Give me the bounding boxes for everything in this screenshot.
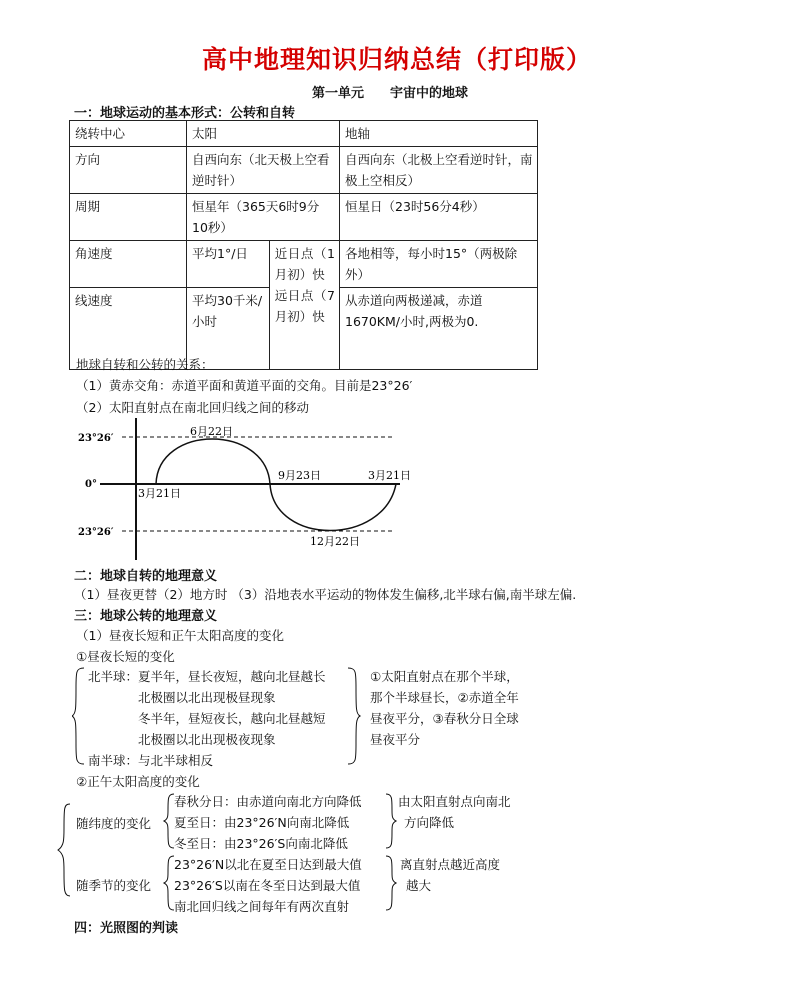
latitude-line3: 冬至日：由23°26′S向南北降低 xyxy=(174,836,348,851)
page-title: 高中地理知识归纳总结（打印版） xyxy=(201,45,592,74)
cell: 平均1°/日 xyxy=(187,241,270,288)
season-note1: 离直射点越近高度 xyxy=(400,857,501,872)
y-label-top: 23°26′ xyxy=(78,433,114,444)
row-label: 线速度 xyxy=(70,288,187,370)
relation-item-1: （1）黄赤交角：赤道平面和黄道平面的交角。目前是23°26′ xyxy=(76,378,413,393)
label-dec22: 12月22日 xyxy=(310,535,360,548)
y-label-mid: 0° xyxy=(85,479,97,490)
season-line3: 南北回归线之间每年有两次直射 xyxy=(174,899,350,914)
section2-heading: 二：地球自转的地理意义 xyxy=(74,569,218,584)
latitude-line1: 春秋分日：由赤道向南北方向降低 xyxy=(174,794,362,809)
cell-speed-note xyxy=(269,241,339,370)
cell: 各地相等，每小时15°（两极除外） xyxy=(340,241,538,288)
section3-sub1a: ①昼夜长短的变化 xyxy=(76,649,175,664)
label-sep23: 9月23日 xyxy=(278,469,321,482)
relation-item-2: （2）太阳直射点在南北回归线之间的移动 xyxy=(76,400,309,415)
unit-label: 第一单元 xyxy=(312,86,365,101)
north-hemi-line3: 冬半年，昼短夜长，越向北昼越短 xyxy=(138,711,326,726)
cell: 自西向东（北极上空看逆时针，南极上空相反） xyxy=(340,147,538,194)
subsolar-point-diagram xyxy=(70,414,430,562)
latitude-note1: 由太阳直射点向南北 xyxy=(398,794,511,809)
season-variation-label: 随季节的变化 xyxy=(76,878,152,893)
season-line1: 23°26′N以北在夏至日达到最大值 xyxy=(174,857,362,872)
left-brace xyxy=(72,668,84,764)
header-cell: 太阳 xyxy=(187,121,340,147)
table-row xyxy=(70,241,538,288)
day-length-note2: 那个半球昼长，②赤道全年 xyxy=(370,690,519,705)
latitude-variation-label: 随纬度的变化 xyxy=(76,816,152,831)
latitude-note2: 方向降低 xyxy=(404,815,455,830)
table-row xyxy=(70,147,538,194)
header-cell: 绕转中心 xyxy=(70,121,187,147)
right-brace xyxy=(348,668,360,764)
cell: 从赤道向两极递减，赤道1670KM/小时,两极为0. xyxy=(340,288,538,370)
outer-brace xyxy=(58,804,70,896)
unit-heading xyxy=(312,82,468,101)
latitude-brace-left xyxy=(164,794,174,848)
season-line2: 23°26′S以南在冬至日达到最大值 xyxy=(174,878,361,893)
season-brace-right xyxy=(386,856,396,910)
latitude-line2: 夏至日：由23°26′N向南北降低 xyxy=(174,815,350,830)
section1-heading: 一：地球运动的基本形式：公转和自转 xyxy=(74,106,296,121)
section2-text: （1）昼夜更替（2）地方时 （3）沿地表水平运动的物体发生偏移,北半球右偏,南半球左偏. xyxy=(74,587,577,602)
earth-motion-table xyxy=(69,120,538,370)
unit-name: 宇宙中的地球 xyxy=(390,86,469,101)
row-label: 方向 xyxy=(70,147,187,194)
cell: 恒星日（23时56分4秒） xyxy=(340,194,538,241)
day-length-note1: ①太阳直射点在那个半球， xyxy=(370,669,519,684)
label-jun22: 6月22日 xyxy=(190,425,233,438)
aphelion-note: 远日点（7月初）快 xyxy=(274,288,335,324)
perihelion-note: 近日点（1月初）快 xyxy=(274,246,335,282)
day-length-note3: 昼夜平分，③春秋分日全球 xyxy=(370,711,519,726)
y-label-bottom: 23°26′ xyxy=(78,527,114,538)
table-header-row xyxy=(70,121,538,147)
section3-sub1b: ②正午太阳高度的变化 xyxy=(76,774,200,789)
relation-title: 地球自转和公转的关系： xyxy=(76,357,214,372)
north-hemi-line1: 北半球：夏半年，昼长夜短，越向北昼越长 xyxy=(88,669,326,684)
cell: 恒星年（365天6时9分10秒） xyxy=(187,194,340,241)
north-hemi-line4: 北极圈以北出现极夜现象 xyxy=(138,732,276,747)
label-mar21-end: 3月21日 xyxy=(368,469,411,482)
row-label: 周期 xyxy=(70,194,187,241)
section3-sub1: （1）昼夜长短和正午太阳高度的变化 xyxy=(76,628,284,643)
section3-heading: 三：地球公转的地理意义 xyxy=(74,609,218,624)
table-row xyxy=(70,194,538,241)
cell: 平均30千米/小时 xyxy=(187,288,270,370)
row-label: 角速度 xyxy=(70,241,187,288)
season-brace-left xyxy=(164,856,174,910)
latitude-brace-right xyxy=(386,794,396,848)
day-length-note4: 昼夜平分 xyxy=(370,732,421,747)
label-mar21: 3月21日 xyxy=(138,487,181,500)
header-cell: 地轴 xyxy=(340,121,538,147)
section4-heading: 四：光照图的判读 xyxy=(74,921,179,936)
season-note2: 越大 xyxy=(406,878,432,893)
south-hemi-line: 南半球：与北半球相反 xyxy=(88,753,214,768)
north-hemi-line2: 北极圈以北出现极昼现象 xyxy=(138,690,276,705)
cell: 自西向东（北天极上空看逆时针） xyxy=(187,147,340,194)
